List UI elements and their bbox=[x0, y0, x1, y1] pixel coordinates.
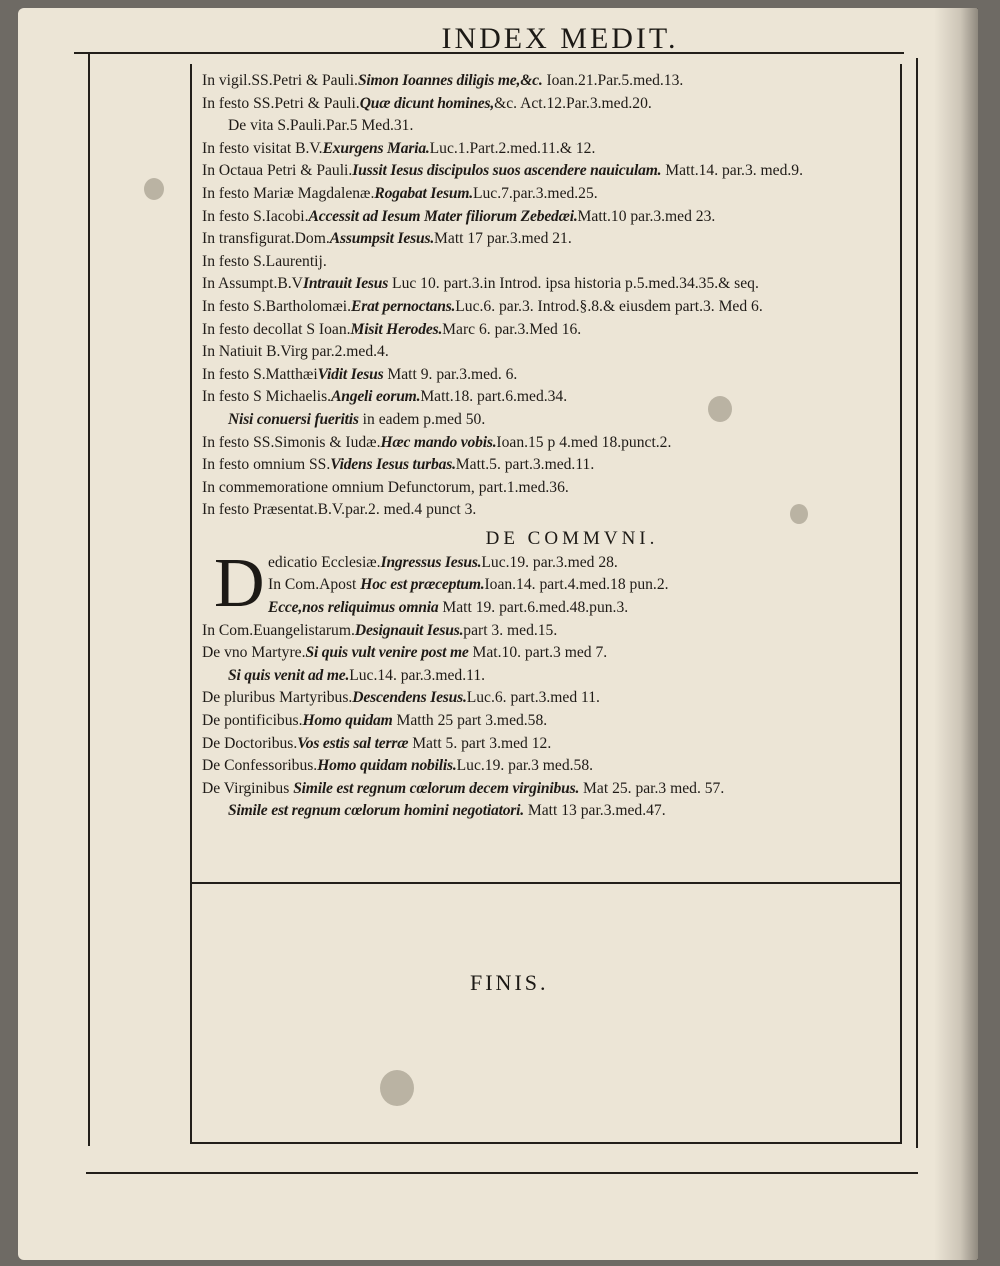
frame-rule-bottom-outer bbox=[86, 1172, 918, 1174]
index-entry bbox=[202, 296, 902, 319]
entry-incipit: Vidit Iesus bbox=[317, 365, 384, 383]
index-entry bbox=[202, 70, 902, 93]
entry-feast: In festo omnium SS. bbox=[202, 456, 331, 474]
entry-incipit: Si quis vult venire post me bbox=[305, 644, 469, 662]
ink-stain bbox=[380, 1070, 414, 1106]
entry-incipit: Assumpsit Iesus. bbox=[329, 230, 435, 248]
index-entry bbox=[202, 665, 902, 688]
entry-incipit: Iussit Iesus discipulos suos ascendere nauiculam. bbox=[352, 162, 662, 180]
entry-reference: Matt 9. par.3.med. 6. bbox=[383, 365, 518, 383]
index-entry bbox=[202, 160, 902, 183]
entry-incipit: Designauit Iesus. bbox=[354, 621, 464, 639]
section-title: DE COMMVNI. bbox=[485, 527, 659, 549]
entry-feast: In Natiuit B.Virg par.2.med.4. bbox=[202, 343, 389, 361]
index-entry bbox=[202, 183, 902, 206]
entry-incipit: Si quis venit ad me. bbox=[228, 666, 350, 684]
entry-reference: Matt.5. part.3.med.11. bbox=[455, 456, 595, 474]
index-entry bbox=[202, 454, 902, 477]
entry-reference: Luc.19. par.3 med.58. bbox=[456, 757, 594, 775]
entry-feast: In festo S.Matthæi bbox=[202, 365, 318, 383]
index-entry bbox=[202, 800, 902, 823]
entry-reference: Luc.6. part.3.med 11. bbox=[466, 689, 600, 707]
index-entry bbox=[202, 206, 902, 229]
entry-incipit: Intrauit Iesus bbox=[302, 275, 389, 293]
entry-feast: In vigil.SS.Petri & Pauli. bbox=[202, 72, 358, 89]
entry-reference: Ioan.21.Par.5.med.13. bbox=[542, 72, 684, 89]
page-header: INDEX MEDIT. bbox=[441, 22, 679, 55]
frame-rule-right-outer bbox=[916, 58, 918, 1148]
entry-feast: In festo S.Laurentij. bbox=[202, 252, 327, 270]
entry-feast: In festo visitat B.V. bbox=[202, 139, 323, 157]
frame-rule-left-inner bbox=[190, 64, 192, 1144]
entry-feast: In festo SS.Simonis & Iudæ. bbox=[202, 433, 381, 451]
entry-incipit: Simon Ioannes diligis me,&c. bbox=[357, 72, 543, 89]
frame-rule-bottom-inner bbox=[192, 1142, 902, 1144]
entry-feast: In Octaua Petri & Pauli. bbox=[202, 162, 353, 180]
entry-feast: In festo S.Iacobi. bbox=[202, 207, 309, 225]
index-entry bbox=[202, 386, 902, 409]
entry-incipit: Simile est regnum cœlorum decem virginibus. bbox=[293, 779, 580, 797]
entry-reference: Matt 13 par.3.med.47. bbox=[524, 802, 666, 820]
entry-reference: Matt 17 par.3.med 21. bbox=[434, 230, 572, 248]
entry-reference: Luc 10. part.3.in Introd. ipsa historia p.5.med.34.35.& seq. bbox=[388, 275, 759, 293]
entry-reference: Ioan.14. part.4.med.18 pun.2. bbox=[484, 576, 669, 594]
entry-feast: De vita S.Pauli.Par.5 Med.31. bbox=[228, 117, 414, 135]
index-entry bbox=[202, 273, 902, 296]
entry-incipit: Hoc est præceptum. bbox=[360, 576, 485, 594]
index-entry bbox=[268, 574, 902, 597]
drop-cap: D bbox=[214, 544, 265, 622]
entries-top-list bbox=[202, 70, 902, 522]
entry-reference: Matt 19. part.6.med.48.pun.3. bbox=[438, 599, 629, 617]
entry-reference: Matt 5. part 3.med 12. bbox=[408, 734, 552, 752]
entry-feast: De Confessoribus. bbox=[202, 757, 318, 775]
entry-incipit: Misit Herodes. bbox=[350, 320, 443, 338]
entry-feast: In transfigurat.Dom. bbox=[202, 230, 330, 248]
index-entry bbox=[202, 620, 902, 643]
entry-incipit: Homo quidam bbox=[302, 712, 393, 730]
entry-incipit: Ingressus Iesus. bbox=[380, 553, 482, 571]
entry-incipit: Ecce,nos reliquimus omnia bbox=[268, 599, 439, 617]
entry-feast: In festo S.Bartholomæi. bbox=[202, 297, 352, 315]
entry-incipit: Hæc mando vobis. bbox=[380, 433, 497, 451]
entry-feast: In festo SS.Petri & Pauli. bbox=[202, 94, 360, 112]
ink-stain bbox=[144, 178, 164, 200]
entry-incipit: Nisi conuersi fueritis bbox=[228, 410, 359, 428]
entry-reference: Marc 6. par.3.Med 16. bbox=[442, 320, 582, 338]
entry-incipit: Accessit ad Iesum Mater filiorum Zebedæi. bbox=[308, 207, 578, 225]
index-entry bbox=[202, 319, 902, 342]
entry-reference: Matt.18. part.6.med.34. bbox=[420, 388, 568, 406]
entry-reference: Mat 25. par.3 med. 57. bbox=[579, 779, 725, 797]
entry-reference: part 3. med.15. bbox=[463, 621, 558, 639]
index-entry bbox=[202, 710, 902, 733]
entry-reference: &c. Act.12.Par.3.med.20. bbox=[494, 94, 652, 112]
entry-feast: De pluribus Martyribus. bbox=[202, 689, 353, 707]
entry-reference: Luc.1.Part.2.med.11.& 12. bbox=[429, 139, 596, 157]
index-entry bbox=[268, 552, 902, 575]
index-entry bbox=[202, 477, 902, 500]
entries-communi-list bbox=[268, 552, 902, 620]
entry-feast: In Com.Euangelistarum. bbox=[202, 621, 355, 639]
index-entry bbox=[202, 93, 902, 116]
entry-feast: In festo decollat S Ioan. bbox=[202, 320, 351, 338]
entry-reference: Matt.14. par.3. med.9. bbox=[661, 162, 803, 180]
entry-incipit: Simile est regnum cœlorum homini negotiatori. bbox=[228, 802, 524, 820]
index-entry bbox=[202, 499, 902, 522]
index-entry bbox=[202, 364, 902, 387]
entry-feast: In Assumpt.B.V bbox=[202, 275, 303, 293]
index-entry bbox=[202, 687, 902, 710]
entries-bottom-list bbox=[202, 620, 902, 823]
frame-rule-table-bottom bbox=[192, 882, 900, 884]
entry-incipit: Angeli eorum. bbox=[331, 388, 421, 406]
entry-reference: Matth 25 part 3.med.58. bbox=[392, 712, 548, 730]
page-fold-shadow bbox=[934, 8, 978, 1260]
entry-incipit: Exurgens Maria. bbox=[322, 139, 430, 157]
entry-incipit: Erat pernoctans. bbox=[351, 297, 456, 315]
entry-incipit: Homo quidam nobilis. bbox=[317, 757, 457, 775]
index-entry bbox=[202, 251, 902, 274]
index-entry bbox=[202, 432, 902, 455]
entry-reference: Luc.6. par.3. Introd.§.8.& eiusdem part.3. Med 6. bbox=[455, 297, 763, 315]
entry-feast: In festo Mariæ Magdalenæ. bbox=[202, 184, 375, 202]
entry-reference: Mat.10. part.3 med 7. bbox=[468, 644, 608, 662]
entry-reference: Ioan.15 p 4.med 18.punct.2. bbox=[496, 433, 672, 451]
entry-feast: In festo Præsentat.B.V.par.2. med.4 punct 3. bbox=[202, 501, 477, 519]
index-entry bbox=[202, 138, 902, 161]
communi-block bbox=[202, 544, 902, 622]
finis-label: FINIS. bbox=[470, 970, 549, 995]
entry-feast: De pontificibus. bbox=[202, 712, 303, 730]
entry-incipit: Videns Iesus turbas. bbox=[330, 456, 456, 474]
entry-reference: in eadem p.med 50. bbox=[358, 410, 486, 428]
index-entry bbox=[202, 755, 902, 778]
entry-reference: Luc.19. par.3.med 28. bbox=[481, 553, 618, 571]
entry-incipit: Quæ dicunt homines, bbox=[359, 94, 495, 112]
entry-feast: De Doctoribus. bbox=[202, 734, 298, 752]
index-entry bbox=[202, 228, 902, 251]
index-entry bbox=[202, 642, 902, 665]
index-entry bbox=[202, 733, 902, 756]
entry-feast: edicatio Ecclesiæ. bbox=[268, 553, 381, 571]
entry-incipit: Vos estis sal terræ bbox=[297, 734, 409, 752]
frame-rule-left-outer bbox=[88, 52, 90, 1146]
index-entry bbox=[202, 115, 902, 138]
entry-reference: Luc.14. par.3.med.11. bbox=[349, 666, 486, 684]
entry-reference: Matt.10 par.3.med 23. bbox=[577, 207, 716, 225]
entry-reference: Luc.7.par.3.med.25. bbox=[472, 184, 598, 202]
index-entry bbox=[202, 409, 902, 432]
index-entries bbox=[202, 70, 902, 823]
entry-feast: In commemoratione omnium Defunctorum, part.1.med.36. bbox=[202, 478, 569, 496]
index-entry bbox=[268, 597, 902, 620]
entry-incipit: Descendens Iesus. bbox=[352, 689, 467, 707]
index-entry bbox=[202, 778, 902, 801]
entry-feast: In festo S Michaelis. bbox=[202, 388, 332, 406]
entry-incipit: Rogabat Iesum. bbox=[374, 184, 473, 202]
entry-feast: In Com.Apost bbox=[268, 576, 361, 594]
entry-feast: De Virginibus bbox=[202, 779, 294, 797]
entry-feast: De vno Martyre. bbox=[202, 644, 306, 662]
index-entry bbox=[202, 341, 902, 364]
